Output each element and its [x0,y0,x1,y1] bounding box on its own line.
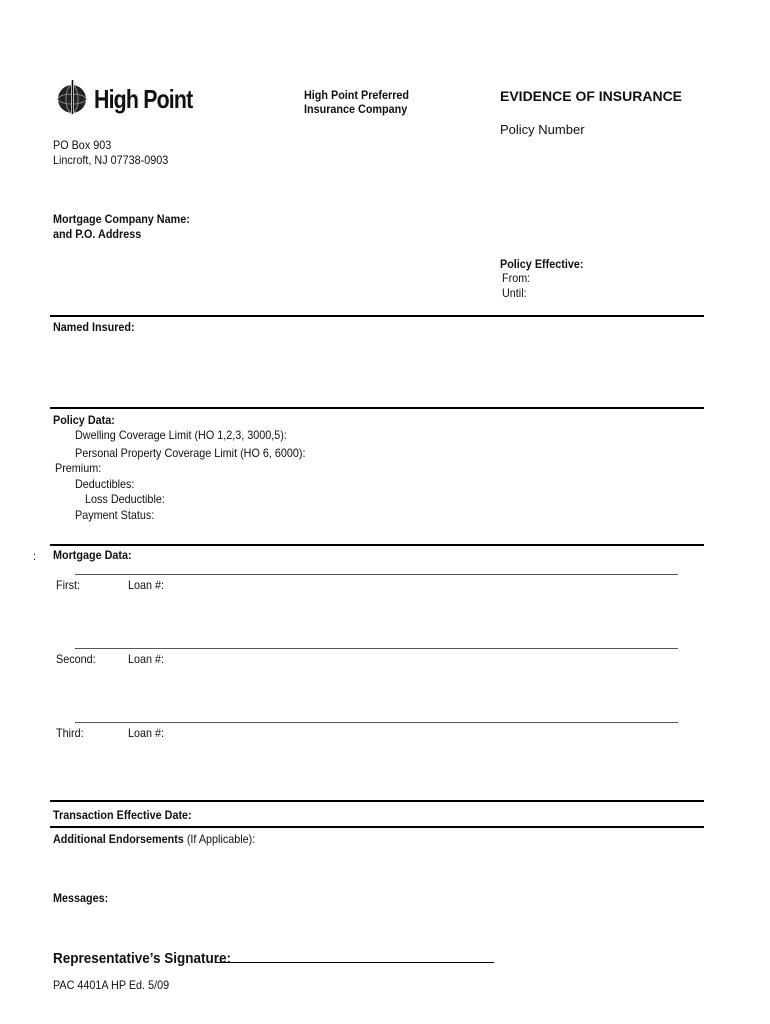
form-id: PAC 4401A HP Ed. 5/09 [53,978,170,992]
document-title: EVIDENCE OF INSURANCE [500,88,683,104]
personal-property-coverage-label: Personal Property Coverage Limit (HO 6, 6000): [75,446,306,460]
endorsements-row [53,832,255,846]
dwelling-coverage-label: Dwelling Coverage Limit (HO 1,2,3, 3000,5): [75,428,287,442]
payment-status-label: Payment Status: [75,508,155,522]
third-mortgage-label: Third: [56,726,84,740]
premium-label: Premium: [55,461,102,475]
named-insured-label: Named Insured: [53,320,135,334]
address-line1: PO Box 903 [53,138,112,152]
second-loan-number-label: Loan #: [128,652,165,666]
policy-data-label: Policy Data: [53,413,115,427]
section-divider [50,544,704,546]
logo-text: High Point [94,84,193,114]
company-name-line2: Insurance Company [304,102,408,116]
mortgage-address-label: and P.O. Address [53,227,142,241]
section-divider [50,800,704,802]
second-mortgage-label: Second: [56,652,96,666]
margin-mark: : [33,549,37,563]
entry-divider [75,722,678,723]
section-divider [50,407,704,409]
third-loan-number-label: Loan #: [128,726,165,740]
first-mortgage-label: First: [56,578,81,592]
endorsements-note: (If Applicable): [186,832,256,846]
section-divider [50,315,704,317]
entry-divider [75,648,678,649]
messages-label: Messages: [53,891,109,905]
endorsements-label: Additional Endorsements [53,832,184,846]
first-loan-number-label: Loan #: [128,578,165,592]
policy-effective-label: Policy Effective: [500,257,584,271]
company-name-line1: High Point Preferred [304,88,410,102]
signature-label: Representative’s Signature: [53,950,232,967]
address-line2: Lincroft, NJ 07738-0903 [53,153,169,167]
deductibles-label: Deductibles: [75,477,135,491]
section-divider [50,826,704,828]
policy-from-label: From: [502,271,531,285]
signature-line[interactable] [216,962,494,963]
lighthouse-globe-icon [56,80,90,116]
loss-deductible-label: Loss Deductible: [85,492,165,506]
policy-number-label: Policy Number [500,122,585,137]
entry-divider [75,574,678,575]
policy-until-label: Until: [502,286,527,300]
mortgage-company-label: Mortgage Company Name: [53,212,190,226]
transaction-date-label: Transaction Effective Date: [53,808,192,822]
mortgage-data-label: Mortgage Data: [53,548,132,562]
